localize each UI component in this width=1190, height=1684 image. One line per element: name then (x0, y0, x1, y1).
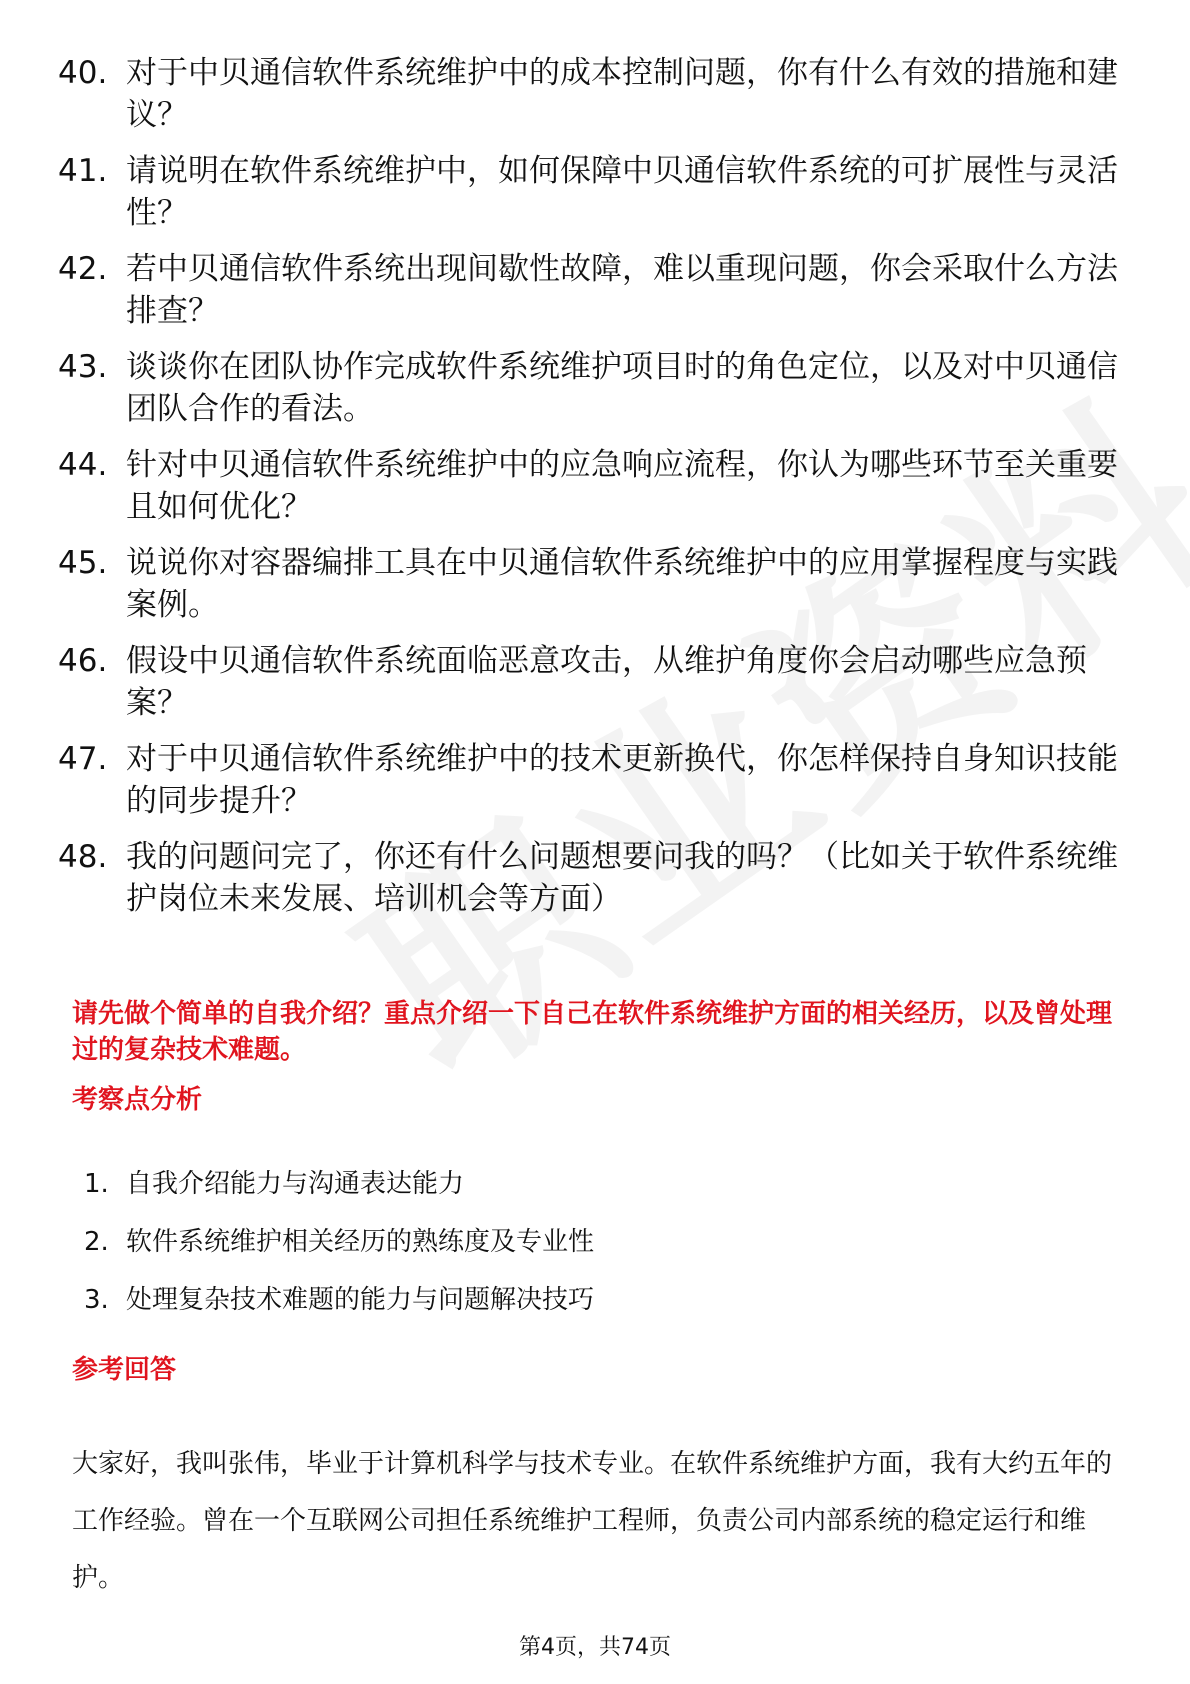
question-item (58, 542, 1118, 626)
question-item (58, 640, 1118, 724)
analysis-heading: 考察点分析 (72, 1085, 203, 1115)
analysis-point-list (84, 1166, 594, 1340)
question-number: 42. (58, 251, 108, 287)
question-item (58, 150, 1118, 234)
answer-text: 大家好，我叫张伟，毕业于计算机科学与技术专业。在软件系统维护方面，我有大约五年的工作经验。曾在一个互联网公司担任系统维护工程师，负责公司内部系统的稳定运行和维护。 (72, 1449, 1113, 1593)
question-item (58, 346, 1118, 430)
answer-heading: 参考回答 (72, 1355, 177, 1385)
question-text: 针对中贝通信软件系统维护中的应急响应流程，你认为哪些环节至关重要且如何优化？ (126, 447, 1118, 525)
question-number: 41. (58, 153, 108, 189)
question-list (58, 52, 1118, 934)
question-number: 46. (58, 643, 108, 679)
question-item (58, 52, 1118, 136)
question-number: 48. (58, 839, 108, 875)
question-item (58, 836, 1118, 920)
analysis-point (84, 1282, 594, 1318)
point-text: 处理复杂技术难题的能力与问题解决技巧 (126, 1285, 595, 1315)
question-number: 47. (58, 741, 108, 777)
question-text: 谈谈你在团队协作完成软件系统维护项目时的角色定位，以及对中贝通信团队合作的看法。 (126, 349, 1118, 427)
question-text: 若中贝通信软件系统出现间歇性故障，难以重现问题，你会采取什么方法排查？ (126, 251, 1118, 329)
analysis-point (84, 1166, 594, 1202)
analysis-point (84, 1224, 594, 1260)
question-text: 请说明在软件系统维护中，如何保障中贝通信软件系统的可扩展性与灵活性？ (126, 153, 1118, 231)
main-question: 请先做个简单的自我介绍？重点介绍一下自己在软件系统维护方面的相关经历，以及曾处理过的复杂技术难题。 (72, 999, 1113, 1065)
question-text: 对于中贝通信软件系统维护中的成本控制问题，你有什么有效的措施和建议？ (126, 55, 1118, 133)
point-number: 2. (84, 1227, 109, 1257)
question-number: 44. (58, 447, 108, 483)
question-item (58, 738, 1118, 822)
question-number: 40. (58, 55, 108, 91)
point-number: 1. (84, 1169, 109, 1199)
question-text: 我的问题问完了，你还有什么问题想要问我的吗？（比如关于软件系统维护岗位未来发展、培训机会等方面） (126, 839, 1118, 917)
question-text: 说说你对容器编排工具在中贝通信软件系统维护中的应用掌握程度与实践案例。 (126, 545, 1118, 623)
point-text: 自我介绍能力与沟通表达能力 (126, 1169, 465, 1199)
question-item (58, 248, 1118, 332)
question-number: 45. (58, 545, 108, 581)
question-item (58, 444, 1118, 528)
point-text: 软件系统维护相关经历的熟练度及专业性 (126, 1227, 595, 1257)
question-text: 假设中贝通信软件系统面临恶意攻击，从维护角度你会启动哪些应急预案？ (126, 643, 1087, 721)
question-number: 43. (58, 349, 108, 385)
page-footer: 第4页，共74页 (519, 1635, 671, 1660)
point-number: 3. (84, 1285, 109, 1315)
question-text: 对于中贝通信软件系统维护中的技术更新换代，你怎样保持自身知识技能的同步提升？ (126, 741, 1118, 819)
